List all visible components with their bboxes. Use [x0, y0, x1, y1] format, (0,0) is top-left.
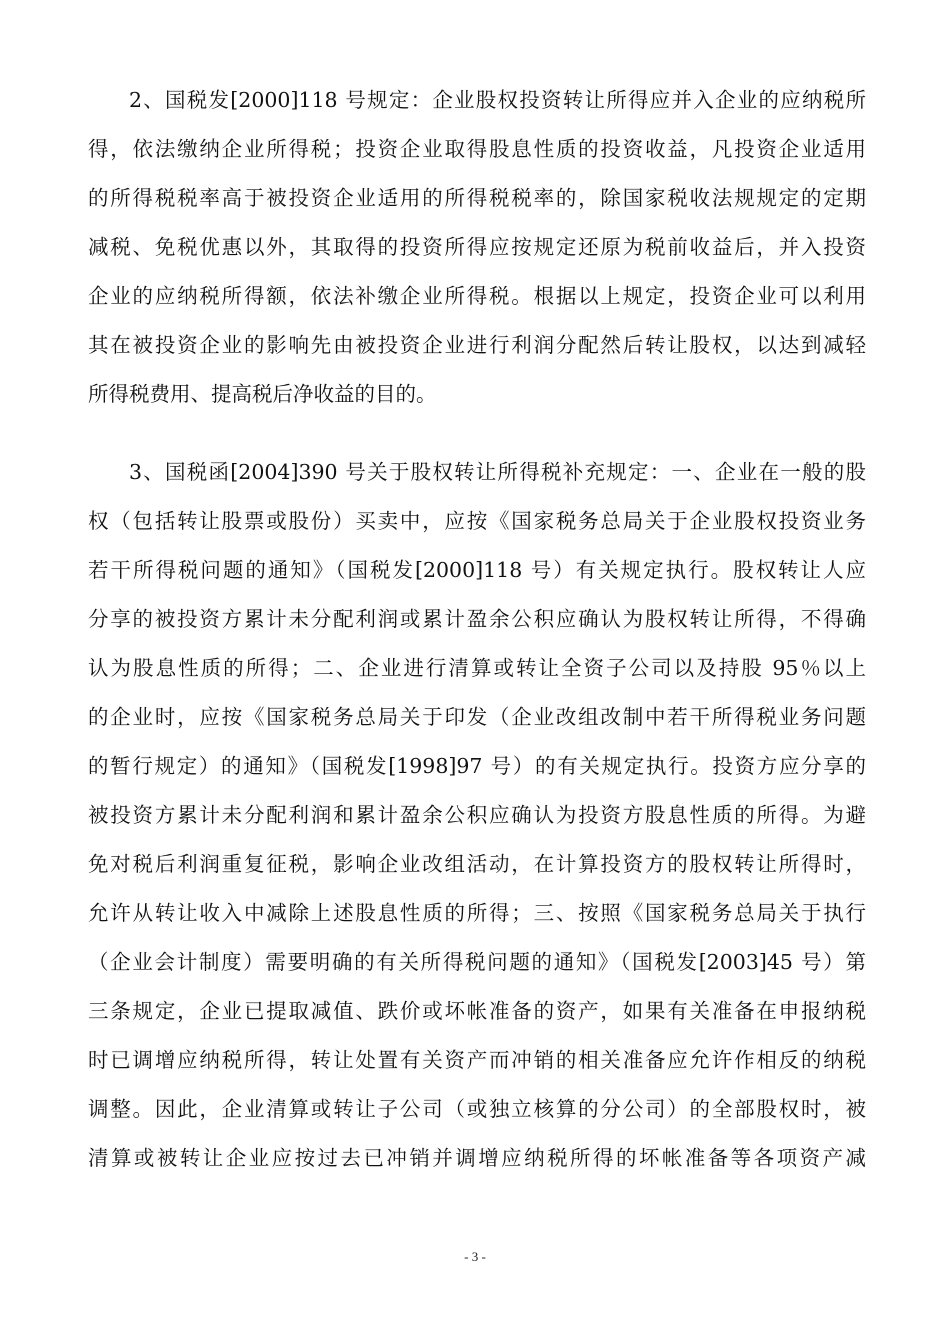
paragraph-line: 分享的被投资方累计未分配利润或累计盈余公积应确认为股权转让所得，不得确 [88, 607, 866, 631]
paragraph-line: 时已调增应纳税所得，转让处置有关资产而冲销的相关准备应允许作相反的纳税 [88, 1048, 866, 1072]
paragraph-regulation-2 [88, 76, 866, 419]
paragraph-line: 允许从转让收入中减除上述股息性质的所得；三、按照《国家税务总局关于执行 [88, 901, 866, 925]
paragraph-regulation-3 [88, 448, 866, 1183]
paragraph-line: 减税、免税优惠以外，其取得的投资所得应按规定还原为税前收益后，并入投资 [88, 235, 866, 259]
paragraph-line: （企业会计制度）需要明确的有关所得税问题的通知》（国税发[2003]45 号）第 [88, 950, 866, 974]
paragraph-line: 认为股息性质的所得；二、企业进行清算或转让全资子公司以及持股 95％以上 [88, 656, 866, 680]
paragraph-line: 的企业时，应按《国家税务总局关于印发（企业改组改制中若干所得税业务问题 [88, 705, 866, 729]
paragraph-line: 三条规定，企业已提取减值、跌价或坏帐准备的资产，如果有关准备在申报纳税 [88, 999, 866, 1023]
paragraph-line: 3、国税函[2004]390 号关于股权转让所得税补充规定：一、企业在一般的股 [129, 460, 866, 484]
paragraph-line: 的暂行规定）的通知》（国税发[1998]97 号）的有关规定执行。投资方应分享的 [88, 754, 866, 778]
paragraph-line: 其在被投资企业的影响先由被投资企业进行利润分配然后转让股权，以达到减轻 [88, 333, 866, 357]
page-number: - 3 - [464, 1249, 486, 1264]
paragraph-line: 2、国税发[2000]118 号规定：企业股权投资转让所得应并入企业的应纳税所 [129, 88, 866, 112]
paragraph-line: 若干所得税问题的通知》（国税发[2000]118 号）有关规定执行。股权转让人应 [88, 558, 866, 582]
paragraph-line: 企业的应纳税所得额，依法补缴企业所得税。根据以上规定，投资企业可以利用 [88, 284, 866, 308]
paragraph-line: 清算或被转让企业应按过去已冲销并调增应纳税所得的坏帐准备等各项资产减 [88, 1146, 866, 1170]
paragraph-line: 权（包括转让股票或股份）买卖中，应按《国家税务总局关于企业股权投资业务 [88, 509, 866, 533]
paragraph-line: 所得税费用、提高税后净收益的目的。 [88, 382, 437, 406]
paragraph-line: 免对税后利润重复征税，影响企业改组活动，在计算投资方的股权转让所得时， [88, 852, 866, 876]
paragraph-line: 调整。因此，企业清算或转让子公司（或独立核算的分公司）的全部股权时，被 [88, 1097, 866, 1121]
paragraph-line: 的所得税税率高于被投资企业适用的所得税税率的，除国家税收法规规定的定期 [88, 186, 866, 210]
paragraph-line: 得，依法缴纳企业所得税；投资企业取得股息性质的投资收益，凡投资企业适用 [88, 137, 866, 161]
paragraph-line: 被投资方累计未分配利润和累计盈余公积应确认为投资方股息性质的所得。为避 [88, 803, 866, 827]
